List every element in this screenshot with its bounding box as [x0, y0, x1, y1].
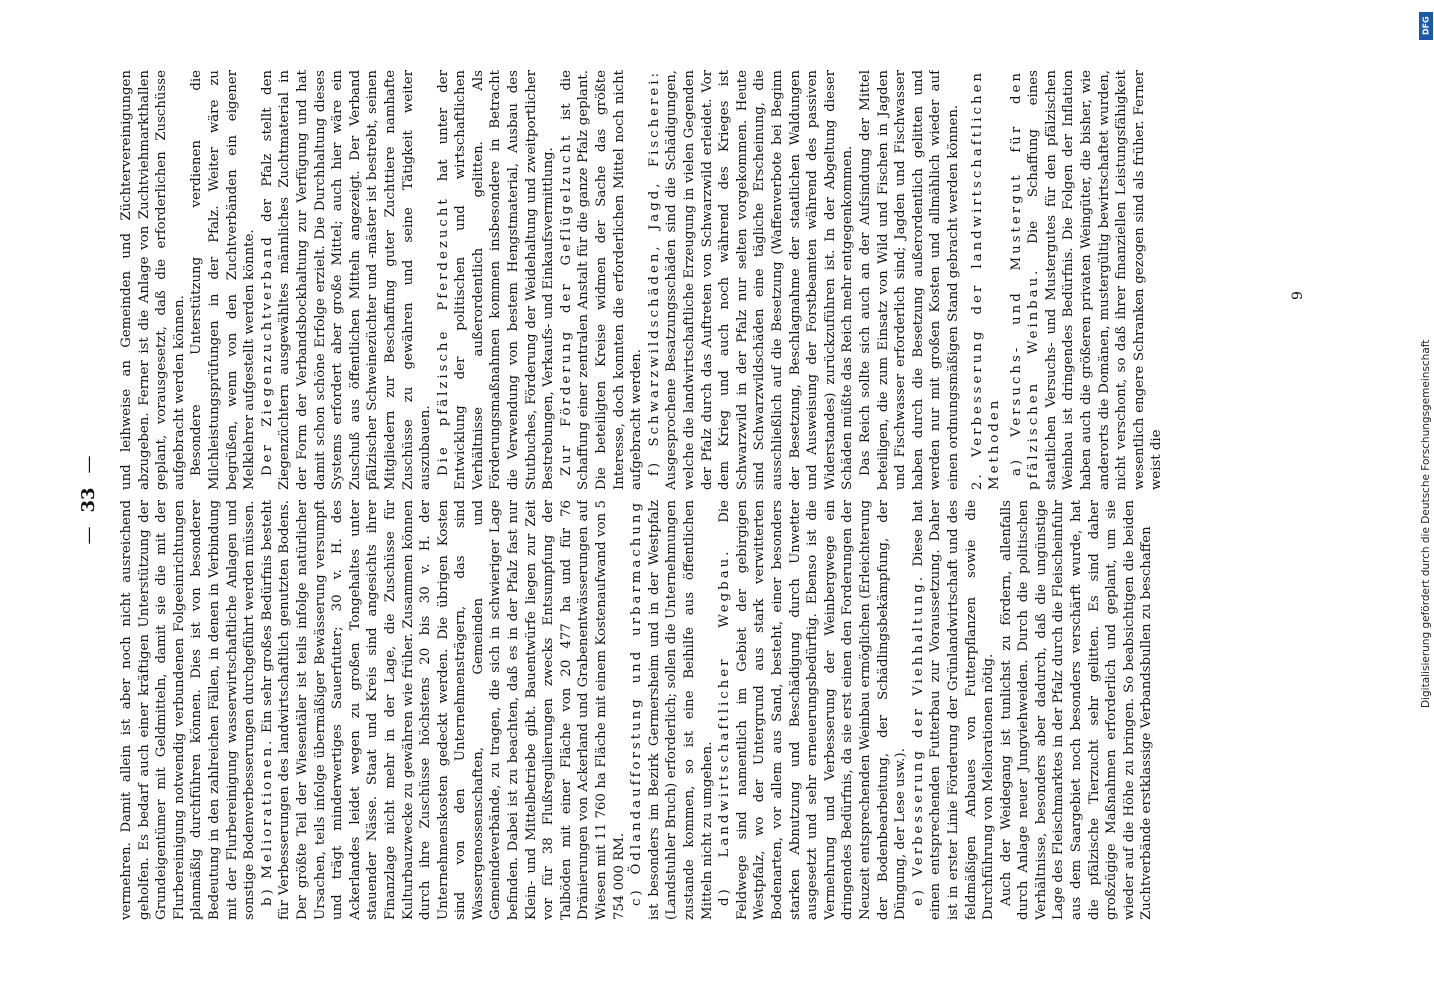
paragraph-lead: Zur Förderung der Geflügelzucht — [558, 132, 574, 476]
paragraph-text: ist besonders im Bezirk Germersheim und in der Westpfalz (Landstuhler Bruch) erforderlich; sollen die Unternehmungen zustande kommen, so ist eine Beihilfe aus öffentlichen Mitteln nicht zu umgehen. — [646, 500, 715, 920]
paragraph-text: Auch der Weidegang ist tunlichst zu fördern, allenfalls durch Anlage neuer Jungviehweiden. Durch die politischen Verhältnisse, besonders aber dadurch, daß die ungünstige Lage des Fleischmarktes in der Pfalz durch die Fleischeinfuhr aus dem Saargebiet noch besonders verschärft wurde, hat die pfälzische Tierzucht sehr gelitten. Es sind daher großzügige Maßnahmen erforderlich und geplant, um sie wieder auf die Höhe zu bringen. So beabsichtigen die beiden Zuchtverbände erstklassige Verbandsbullen zu beschaffen — [998, 500, 1155, 920]
right-text-column — [118, 70, 1333, 490]
digitization-note — [1418, 8, 1434, 998]
paragraph — [118, 500, 259, 920]
paragraph-text: der Pfalz stellt den Ziegenzüchtern ausgewähltes männliches Zuchtmaterial in der Form der Verbandsbockhaltung zur Verfügung und hat damit schon schöne Erfolge erzielt. Die Durchhaltung dieses Systems erfordert aber große Mittel; auch hier wäre ein Zuschuß aus öffentlichen Mitteln angezeigt. Der Verband pfälzischer Schweinezüchter und -mäster ist bestrebt, seinen Mitgliedern zur Beschaffung guter Zuchttiere namhafte Zuschüsse zu gewähren und seine Tätigkeit weiter auszubauen. — [259, 70, 434, 490]
paragraph-lead: Der Ziegenzuchtverband — [259, 234, 275, 476]
paragraph-text: Ausgesprochene Besatzungsschäden sind die Schädigungen, welche die landwirtschaftliche Erzeugung in vielen Gegenden der Pfalz durch das Auftreten von Schwarzwild erleidet. Vor dem Krieg und auch noch während des Krieges ist Schwarzwild in der Pfalz nur selten vorgekommen. Heute sind Schwarzwildschäden eine tägliche Erscheinung, die ausschließlich auf die Besetzung (Waffenverbote bei Beginn der Besetzung, Beschlagnahme der staatlichen Waldungen und Ausweisung der Forstbeamten während des passiven Widerstandes) zurückzuführen ist. In der Abgeltung dieser Schäden müßte das Reich mehr entgegenkommen. — [664, 70, 856, 490]
page-number: 33 — [77, 487, 99, 513]
paragraph-text: vermehren. Damit allein ist aber noch nicht ausreichend geholfen. Es bedarf auch einer kräftigen Unterstützung der Grundeigentümer mit Geldmitteln, damit sie die mit der Flurbereinigung notwendig verbundenen Folgeeinrichtungen planmäßig durchführen können. Dies ist von besonderer Bedeutung in den zahlreichen Fällen, in denen in Verbindung mit der Flurbereinigung wasserwirtschaftliche Anlagen und sonstige Bodenverbesserungen durchgeführt werden müssen. — [119, 500, 258, 920]
paragraph-lead: a) Versuchs- und Mustergut für den pfälzischen Weinbau. — [1008, 70, 1042, 490]
paragraph — [628, 500, 716, 920]
paragraph-lead: f) Schwarzwildschäden, Jagd, Fischerei: — [646, 70, 662, 476]
footer-number: 9 — [1290, 291, 1306, 300]
paragraph — [259, 500, 628, 920]
section-heading: 2. Verbesserung der landwirtschaftlichen Methoden — [969, 70, 1003, 490]
header-dash-left: — — [77, 526, 99, 545]
paragraph-text: und leihweise an Gemeinden und Züchtervereinigungen abzugeben. Ferner ist die Anlage von Zuchtviehmarkthallen geplant, vorausgesetzt, daß die erforderlichen Zuschüsse aufgebracht werden können. — [119, 70, 187, 490]
paragraph — [188, 70, 258, 490]
paragraph-text: Ein sehr großes Bedürfnis besteht für Verbesserungen des landwirtschaftlich genutzten Bodens. Der größte Teil der Wiesentäler ist teils infolge natürlicher Ursachen, teils infolge übermäßiger Bewässerung versumpft und trägt minderwertiges Sauerfutter; 30 v. H. des Ackerlandes leidet wegen zu großen Tongehaltes unter stauender Nässe. Staat und Kreis sind angesichts ihrer Finanzlage nicht mehr in der Lage, die Zuschüsse für Kulturbauzwecke zu gewähren wie früher. Zusammen können durch ihre Zuschüsse höchstens 20 bis 30 v. H. der Unternehmenskosten gedeckt werden. Die übrigen Kosten sind von den Unternehmensträgern, das sind Wassergenossenschaften, Gemeinden und Gemeindeverbände, zu tragen, die sich in schwieriger Lage befinden. Dabei ist zu beachten, daß es in der Pfalz fast nur Klein- und Mittelbetriebe gibt. Bauentwürfe liegen zur Zeit vor für 38 Flußregulierungen zwecks Entsumpfung der Talböden mit einer Fläche von 20 477 ha und für 76 Dränierungen von Ackerland und Grabenentwässerungen auf Wiesen mit 11 760 ha Fläche mit einem Kostenaufwand von 5 754 000 RM. — [259, 500, 627, 920]
dfg-logo: DFG — [1419, 12, 1433, 40]
paragraph — [998, 500, 1156, 920]
paragraph — [259, 70, 435, 490]
paragraph-text: Besondere Unterstützung verdienen die Milchleistungsprüfungen in der Pfalz. Weiter wäre zu begrüßen, wenn von den Zuchtverbänden ein eigener Melklehrer aufgestellt werden könnte. — [189, 70, 258, 490]
paragraph — [716, 500, 910, 920]
paragraph-lead: c) Ödlandaufforstung und urbarmachung — [629, 500, 645, 906]
paragraph — [435, 70, 558, 490]
paragraph-text: hat unter der Entwicklung der politischen und wirtschaftlichen Verhältnisse außerordentlich gelitten. Als Förderungsmaßnahmen kommen insbesondere in Betracht die Verwendung von bestem Hengstmaterial, Ausbau des Stutbuches, Förderung der Weidehaltung und zweitportlicher Bestrebungen, Verkaufs- und Einkaufsvermittlung. — [435, 70, 557, 490]
paragraph — [118, 70, 188, 490]
paragraph — [1008, 70, 1166, 490]
paragraph-text: Die Feldwege sind namentlich im Gebiet der gebirgigen Westpfalz, wo der Untergrund aus stark verwitterten Bodenarten, vor allem aus Sand, besteht, einer besonders starken Abnutzung und Beschädigung durch Unwetter ausgesetzt und sehr erneuerungsbedürftig. Ebenso ist die Vermehrung und Verbesserung der Weinbergwege ein dringendes Bedürfnis, da sie erst einen den Forderungen der Neuzeit entsprechenden Weinbau ermöglichen (Erleichterung der Bodenbearbeitung, der Schädlingsbekämpfung, der Düngung, der Lese usw.). — [717, 500, 909, 920]
paragraph-text: Das Reich sollte sich auch an der Aufsindung der Mittel beteiligen, die zum Einsatz von Wild und Fischen in Jagden und Fischwasser erforderlich sind; Jagden und Fischwasser haben durch die Besetzung außerordentlich gelitten und werden nur mit großen Kosten und allmählich wieder auf einen ordnungsmäßigen Stand gebracht werden können. — [857, 70, 961, 490]
paragraph-lead: d) Landwirtschaftlicher Wegbau. — [717, 548, 733, 906]
paragraph-text: Diese hat einen entsprechenden Futterbau zur Voraussetzung. Daher ist in erster Linie Förderung der Grünlandwirtschaft und des feldmäßigen Anbaues von Futterpflanzen sowie die Durchführung von Meliorationen nötig. — [910, 500, 997, 920]
paragraph — [646, 70, 857, 490]
paragraph-lead: b) Meliorationen. — [259, 737, 275, 906]
paragraph-text: ist die Schaffung einer zentralen Anstalt für die ganze Pfalz geplant. Die beteiligten Kreise widmen der Sache das größte Interesse, doch konnten die erforderlichen Mittel noch nicht aufgebracht werden. — [558, 70, 645, 490]
left-text-column — [118, 500, 1333, 920]
page-header — [68, 70, 108, 930]
paragraph-lead: Die pfälzische Pferdezucht — [435, 196, 451, 476]
digitization-note-text: Digitalisierung gefördert durch die Deutsche Forschungsgemeinschaft — [1420, 339, 1432, 708]
paragraph-text: Die Schaffung eines staatlichen Versuchs- und Mustergutes für den pfälzischen Weinbau ist dringendes Bedürfnis. Die Folgen der Inflation haben auch die größeren privaten Weingüter, die bisher, wie anderorts die Domänen, mustergültig bewirtschaftet wurden, nicht verschont, so daß ihrer finanziellen Leistungsfähigkeit wesentlich engere Schranken gezogen sind als früher. Ferner weist die — [1026, 70, 1165, 490]
paragraph — [910, 500, 998, 920]
paragraph — [558, 70, 646, 490]
header-dash-right: — — [77, 455, 99, 474]
paragraph — [857, 70, 963, 490]
paragraph-lead: e) Verbesserung der Viehhaltung. — [910, 573, 926, 906]
